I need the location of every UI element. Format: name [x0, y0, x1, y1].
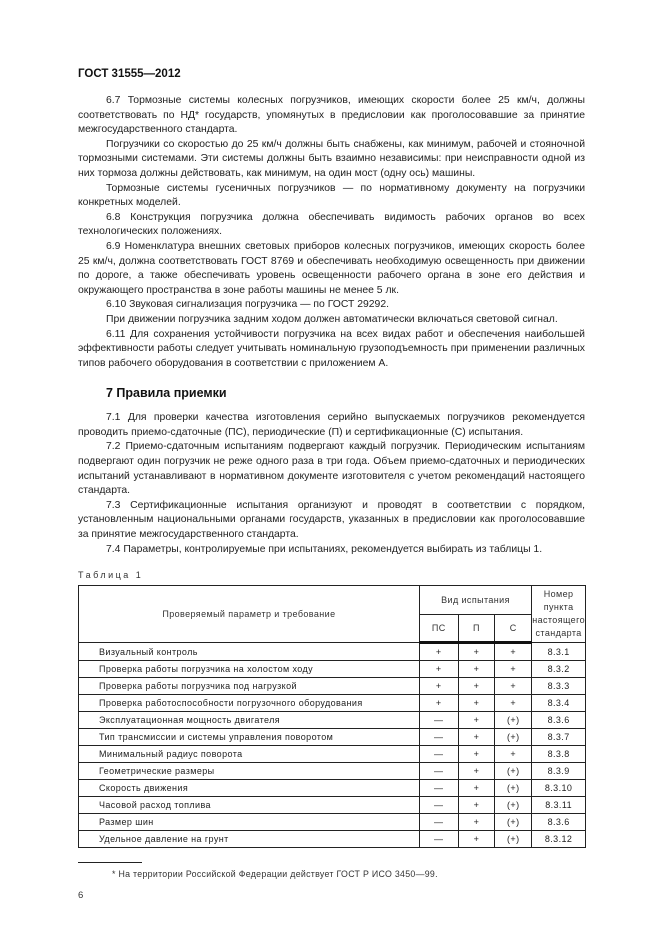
paragraph: 7.2 Приемо-сдаточным испытаниям подвергают каждый погрузчик. Периодическим испытаниям подвергают один погрузчик не реже одного раза в три года. Объем приемо-сдаточных и периодических испытаний устанавливают в нормативном документе изготовителя с учетом рекомендаций настоящего стандарта.	[78, 441, 585, 497]
cell-c: (+)	[495, 780, 532, 797]
header-ps: ПС	[419, 614, 458, 643]
cell-clause: 8.3.10	[532, 780, 586, 797]
table-row	[79, 763, 586, 780]
table-row	[79, 746, 586, 763]
document-header: ГОСТ 31555—2012	[78, 68, 181, 80]
cell-p: +	[458, 695, 495, 712]
cell-p: +	[458, 729, 495, 746]
cell-c: (+)	[495, 831, 532, 848]
cell-param: Проверка работы погрузчика на холостом ходу	[79, 661, 420, 678]
paragraph: Тормозные системы гусеничных погрузчиков — по нормативному документу на погрузчики конкретных моделей.	[78, 182, 585, 209]
header-p: П	[458, 614, 495, 643]
cell-p: +	[458, 814, 495, 831]
paragraph: Погрузчики со скоростью до 25 км/ч должны быть снабжены, как минимум, рабочей и стояночной тормозными системами. Эти системы должны быть взаимно независимы: при неисправности одной из них тормоза должны действовать, как минимум, на один мост (одну ось) машины.	[78, 138, 585, 179]
document-page	[78, 0, 586, 932]
cell-p: +	[458, 712, 495, 729]
paragraph: 6.10 Звуковая сигнализация погрузчика — по ГОСТ 29292.	[106, 299, 389, 311]
table-caption: Таблица 1	[78, 570, 144, 581]
cell-c: (+)	[495, 797, 532, 814]
cell-param: Удельное давление на грунт	[79, 831, 420, 848]
paragraph: 6.11 Для сохранения устойчивости погрузчика на всех видах работ и обеспечения наибольшей эффективности работы следует учитывать номинальную грузоподъемность при применении различных типов рабочего оборудования в соответствии с приложением А.	[78, 328, 585, 369]
cell-p: +	[458, 831, 495, 848]
table-row	[79, 797, 586, 814]
cell-param: Тип трансмиссии и системы управления поворотом	[79, 729, 420, 746]
paragraph: При движении погрузчика задним ходом должен автоматически включаться световой сигнал.	[106, 313, 558, 325]
cell-param: Часовой расход топлива	[79, 797, 420, 814]
cell-ps: —	[419, 763, 458, 780]
paragraph: 6.7 Тормозные системы колесных погрузчиков, имеющих скорости более 25 км/ч, должны соответствовать по НД* государств, упомянутых в предисловии как проголосовавшие за принятие межгосударственного стандарта.	[78, 95, 585, 136]
paragraph: 7.1 Для проверки качества изготовления серийно выпускаемых погрузчиков рекомендуется проводить приемо-сдаточные (ПС), периодические (П) и сертификационные (С) испытания.	[78, 412, 585, 438]
cell-c: +	[495, 661, 532, 678]
cell-param: Геометрические размеры	[79, 763, 420, 780]
cell-c: (+)	[495, 763, 532, 780]
cell-param: Проверка работоспособности погрузочного оборудования	[79, 695, 420, 712]
cell-clause: 8.3.7	[532, 729, 586, 746]
cell-ps: —	[419, 814, 458, 831]
footnote: * На территории Российской Федерации действует ГОСТ Р ИСО 3450—99.	[112, 869, 438, 880]
cell-ps: +	[419, 643, 458, 661]
footnote-separator	[78, 862, 142, 863]
cell-clause: 8.3.3	[532, 678, 586, 695]
cell-ps: —	[419, 746, 458, 763]
cell-ps: +	[419, 661, 458, 678]
paragraph: 6.9 Номенклатура внешних световых приборов колесных погрузчиков, имеющих скорость более 25 км/ч, должна соответствовать ГОСТ 8769 и обеспечивать необходимую освещенность при движении по дороге, а также обеспечивать уровень освещенности рабочего органа в зоне его действия и окружающего пространства в зоне работы машины не менее 5 лк.	[78, 240, 585, 296]
table-row	[79, 729, 586, 746]
paragraph: 7.4 Параметры, контролируемые при испытаниях, рекомендуется выбирать из таблицы 1.	[106, 543, 543, 555]
cell-p: +	[458, 763, 495, 780]
cell-c: +	[495, 643, 532, 661]
cell-clause: 8.3.11	[532, 797, 586, 814]
cell-c: (+)	[495, 814, 532, 831]
cell-ps: +	[419, 695, 458, 712]
cell-clause: 8.3.8	[532, 746, 586, 763]
cell-clause: 8.3.2	[532, 661, 586, 678]
cell-c: +	[495, 695, 532, 712]
paragraph: 7.3 Сертификационные испытания организуют и проводят в соответствии с порядком, установленным национальными органами государств, указанных в предисловии как проголосовавшие за принятие межгосударственного стандарта.	[78, 499, 585, 541]
cell-p: +	[458, 678, 495, 695]
cell-param: Минимальный радиус поворота	[79, 746, 420, 763]
section-heading: 7 Правила приемки	[106, 386, 227, 401]
header-test-type: Вид испытания	[419, 586, 531, 615]
header-param: Проверяемый параметр и требование	[79, 586, 420, 643]
cell-param: Скорость движения	[79, 780, 420, 797]
cell-p: +	[458, 746, 495, 763]
cell-c: +	[495, 746, 532, 763]
cell-clause: 8.3.1	[532, 643, 586, 661]
cell-p: +	[458, 797, 495, 814]
parameters-table	[78, 585, 586, 848]
cell-ps: +	[419, 678, 458, 695]
cell-clause: 8.3.6	[532, 712, 586, 729]
cell-c: (+)	[495, 712, 532, 729]
table-row	[79, 643, 586, 661]
cell-param: Эксплуатационная мощность двигателя	[79, 712, 420, 729]
table-row	[79, 712, 586, 729]
cell-param: Визуальный контроль	[79, 643, 420, 661]
cell-p: +	[458, 661, 495, 678]
cell-ps: —	[419, 780, 458, 797]
table-row	[79, 780, 586, 797]
cell-p: +	[458, 780, 495, 797]
header-clause: Номер пункта настоящего стандарта	[532, 586, 586, 643]
cell-param: Размер шин	[79, 814, 420, 831]
cell-param: Проверка работы погрузчика под нагрузкой	[79, 678, 420, 695]
cell-ps: —	[419, 831, 458, 848]
paragraph: 6.8 Конструкция погрузчика должна обеспечивать видимость рабочих органов во всех технологических положениях.	[78, 211, 585, 238]
cell-c: (+)	[495, 729, 532, 746]
cell-ps: —	[419, 712, 458, 729]
cell-c: +	[495, 678, 532, 695]
cell-ps: —	[419, 729, 458, 746]
table-row	[79, 831, 586, 848]
cell-clause: 8.3.12	[532, 831, 586, 848]
document-body	[78, 94, 585, 557]
header-c: С	[495, 614, 532, 643]
cell-clause: 8.3.6	[532, 814, 586, 831]
table-row	[79, 814, 586, 831]
cell-clause: 8.3.4	[532, 695, 586, 712]
cell-p: +	[458, 643, 495, 661]
table-row	[79, 661, 586, 678]
table-row	[79, 695, 586, 712]
page-number: 6	[78, 890, 84, 902]
cell-clause: 8.3.9	[532, 763, 586, 780]
table-row	[79, 678, 586, 695]
cell-ps: —	[419, 797, 458, 814]
